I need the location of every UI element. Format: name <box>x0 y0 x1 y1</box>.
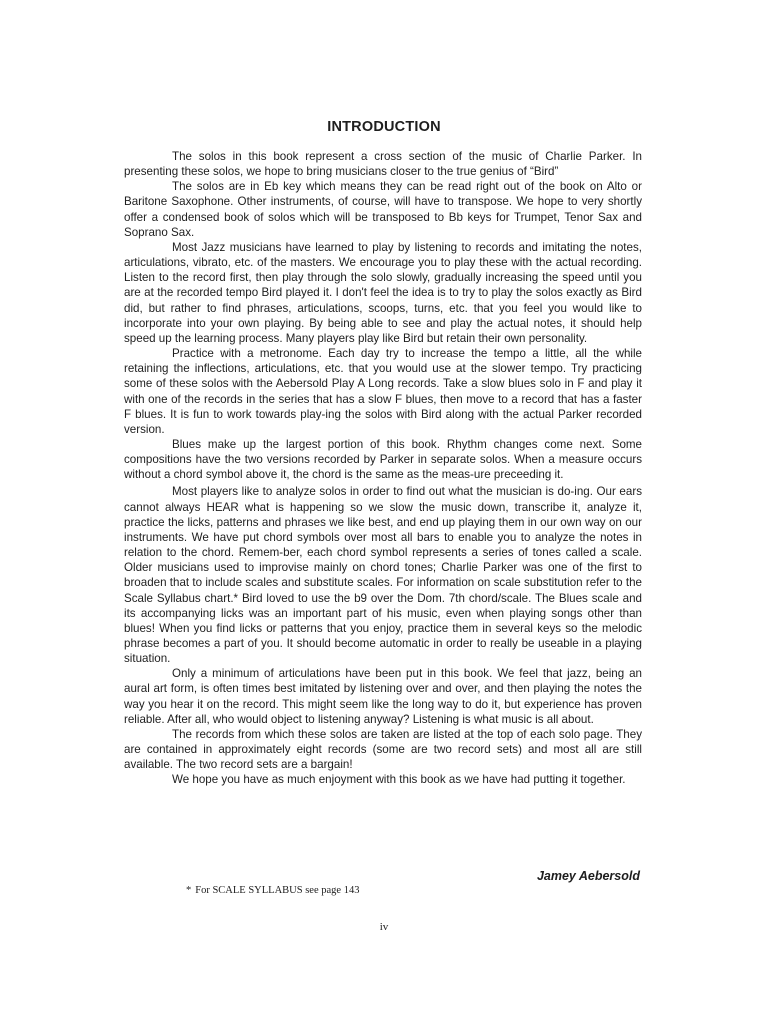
paragraph-eb-key: The solos are in Eb key which means they can be read right out of the book on Alto or Baritone Saxophone. Other instruments, of course, will have to transpose. We hope to very shortly offer a condensed book of solos which will be transposed to Bb keys for Trumpet, Tenor Sax and Soprano Sax. <box>124 180 642 239</box>
footnote <box>186 885 359 896</box>
paragraph-analyze: Most players like to analyze solos in order to find out what the musician is do-ing. Our ears cannot always HEAR what is happening so we slow the music down, transcribe it, analyze it, practice the licks, patterns and phrases we like best, and end up playing them in our own way on our instruments. We have put chord symbols over most all bars to enable you to analyze the notes in relation to the chord. Remem-ber, each chord symbol represents a series of tones called a scale. Older musicians used to improvise mainly on chord tones; Charlie Parker was one of the first to broaden that to include scales and substitute scales. For information on scale substitution refer to the Scale Syllabus chart.* Bird loved to use the b9 over the Dom. 7th chord/scale. The Blues scale and its accompanying licks was an important part of his music, even when playing songs other than blues! When you find licks or patterns that you enjoy, practice them in several keys so the melodic phrase becomes a part of you. It should become automatic in order to really be useable in a playing situation. <box>124 485 642 666</box>
page-title: INTRODUCTION <box>327 119 441 135</box>
footnote-marker: * <box>186 885 192 896</box>
author-signature: Jamey Aebersold <box>536 869 640 883</box>
paragraph-listening: Most Jazz musicians have learned to play by listening to records and imitating the notes, articulations, vibrato, etc. of the masters. We encourage you to play these with the actual recording. Listen to the record first, then play through the solo slowly, gradually increasing the speed until you are at the recorded tempo Bird played it. I don't feel the idea is to try to play the solos exactly as Bird did, but rather to find phrases, articulations, scoops, turns, etc. that you feel you would like to incorporate into your own playing. By being able to see and play the actual notes, it should help speed up the learning process. Many players play like Bird but retain their own personality. <box>124 240 642 345</box>
paragraph-closing: We hope you have as much enjoyment with this book as we have had putting it together. <box>172 773 626 787</box>
paragraph-blues: Blues make up the largest portion of this book. Rhythm changes come next. Some compositions have the two versions recorded by Parker in separate solos. When a measure occurs without a chord symbol above it, the chord is the same as the meas-ure preceeding it. <box>124 437 642 482</box>
page-number: iv <box>379 921 389 933</box>
footnote-text: For SCALE SYLLABUS see page 143 <box>195 885 360 896</box>
paragraph-intro: The solos in this book represent a cross section of the music of Charlie Parker. In presenting these solos, we hope to bring musicians closer to the true genius of “Bird” <box>124 150 642 179</box>
body-text <box>124 149 642 788</box>
paragraph-metronome: Practice with a metronome. Each day try to increase the tempo a little, all the while retaining the inflections, articulations, etc. that you would use at the slower tempo. Try practicing some of these solos with the Aebersold Play A Long records. Take a slow blues solo in F and play it with one of the records in the series that has a slow F blues, then move to a record that has a faster F blues. It is fun to work towards play-ing the solos with Bird along with the actual Parker recorded version. <box>124 347 642 436</box>
paragraph-articulations: Only a minimum of articulations have been put in this book. We feel that jazz, being an aural art form, is often times best imitated by listening over and over, and then playing the notes the way you hear it on the record. This might seem like the long way to do it, but experience has proven reliable. After all, who would object to listening anyway? Listening is what music is all about. <box>124 667 642 726</box>
paragraph-records: The records from which these solos are taken are listed at the top of each solo page. They are contained in approximately eight records (some are two record sets) and most all are still available. The two record sets are a bargain! <box>124 727 642 772</box>
